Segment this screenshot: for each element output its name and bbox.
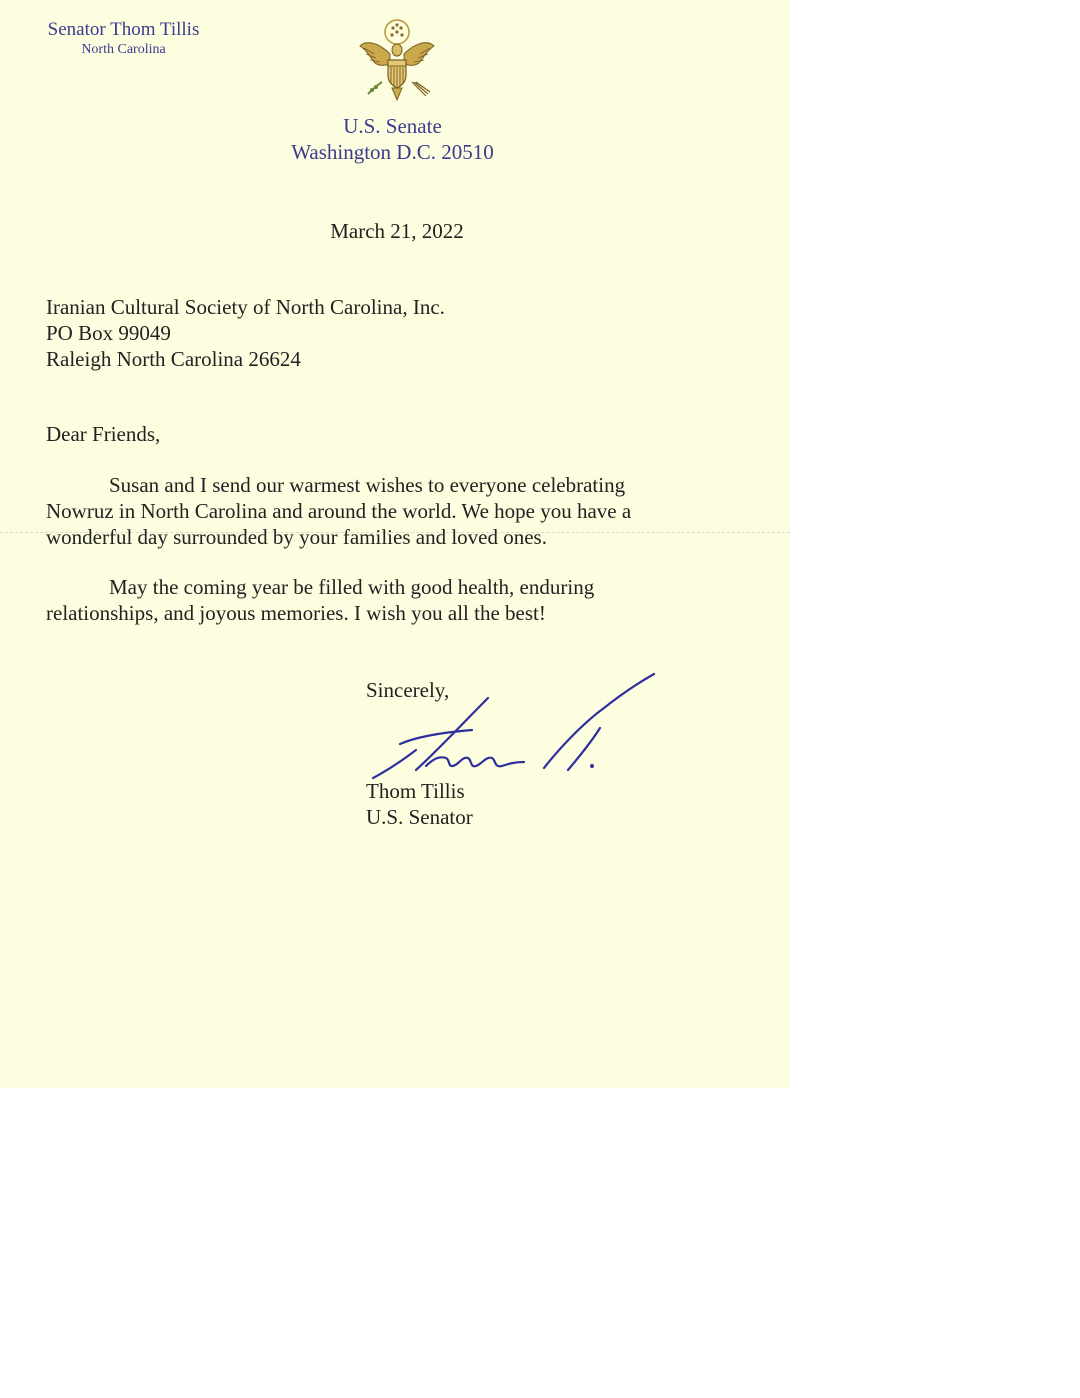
paragraph-line: wonderful day surrounded by your families and loved ones. (46, 525, 547, 549)
body-paragraph (46, 472, 746, 550)
great-seal-eagle-icon (352, 16, 442, 104)
body-paragraph (46, 574, 746, 626)
recipient-line: Iranian Cultural Society of North Carolina, Inc. (46, 295, 445, 319)
recipient-line: Raleigh North Carolina 26624 (46, 347, 301, 371)
senator-state: North Carolina (81, 42, 166, 57)
letterhead-senator (36, 18, 211, 58)
recipient-line: PO Box 99049 (46, 321, 171, 345)
closing: Sincerely, (366, 678, 450, 702)
recipient-address (46, 294, 646, 372)
salutation: Dear Friends, (46, 422, 161, 446)
signer-name: Thom Tillis (366, 779, 465, 803)
office-line-senate: U.S. Senate (343, 114, 442, 138)
signer-block (366, 778, 473, 830)
office-address (255, 113, 530, 165)
signer-title: U.S. Senator (366, 805, 473, 829)
handwritten-signature (368, 670, 668, 785)
letter-date: March 21, 2022 (330, 219, 464, 243)
paragraph-line: May the coming year be filled with good health, enduring (109, 575, 595, 599)
paragraph-line: Nowruz in North Carolina and around the world. We hope you have a (46, 499, 632, 523)
senator-name: Senator Thom Tillis (47, 19, 200, 40)
paragraph-line: Susan and I send our warmest wishes to everyone celebrating (109, 473, 626, 497)
paragraph-line: relationships, and joyous memories. I wish you all the best! (46, 601, 546, 625)
office-line-city: Washington D.C. 20510 (291, 140, 494, 164)
